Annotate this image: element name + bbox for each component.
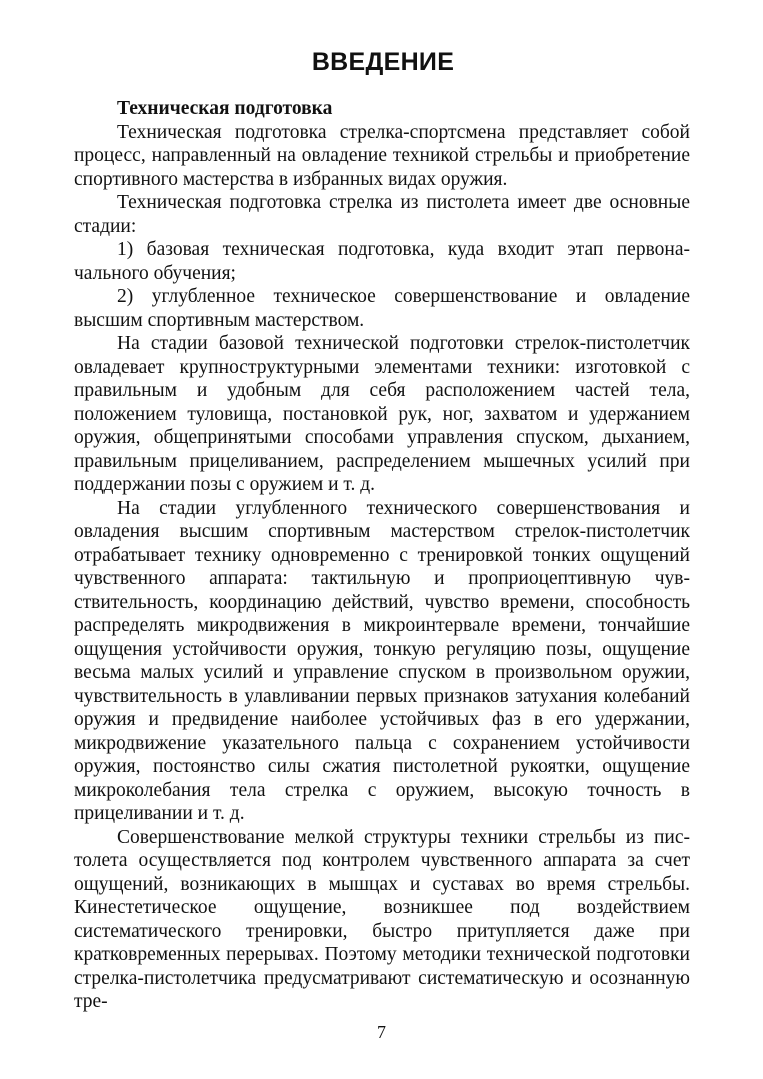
list-item-2: 2) углубленное техническое совершенствование и овладение высшим спортивным мастерством. [74,286,690,331]
body-text [74,97,690,1014]
paragraph-2: Техническая подготовка стрелка из пистолета имеет две основные стадии: [74,192,690,237]
paragraph-1: Техническая подготовка стрелка-спортсмена представляет собой процесс, направленный на овладение техникой стрельбы и приобретение спортивного мастерства в избранных видах оружия. [74,121,690,190]
paragraph-3: На стадии базовой технической подготовки стрелок-пистолетчик овладевает крупноструктурными элементами техники: изготовкой с правильным и удобным для себя расположением частей тела, положением туловища, постановкой рук, ног, захватом и удержанием оружия, общепринятыми способами управления спуском, дыханием, правильным прицеливанием, распределением мышечных усилий при поддержании позы с оружием и т. д. [74,333,690,495]
document-page [74,48,690,1014]
list-item-1: 1) базовая техническая подготовка, куда входит этап первоначального обучения; [74,239,690,284]
paragraph-4: На стадии углубленного технического совершенствования и овладения высшим спортивным мастерством стрелок-пистолетчик отрабатывает технику одновременно с тренировкой тонких ощущений чувственного аппарата: тактильную и проприоцептивную чувствительность, координацию действий, чувство времени, способность распределять микродвижения в микроинтервале времени, тончайшие ощущения устойчивости оружия, тонкую регуляцию позы, ощущение весьма малых усилий и управление спуском в произвольном оружии, чувствительность в улавливании первых признаков затухания колебаний оружия и предвидение наиболее устойчивых фаз в его удержании, микродвижение указательного пальца с сохранением устойчивости оружия, постоянство силы сжатия пистолетной рукоятки, ощущение микроколебания тела стрелка с оружием, высокую точность в прицеливании и т. д. [74,497,690,824]
page-number: 7 [377,1022,386,1042]
page-title: ВВЕДЕНИЕ [311,48,455,76]
paragraph-5: Совершенствование мелкой структуры техники стрельбы из пистолета осуществляется под контролем чувственного аппарата за счет ощущений, возникающих в мышцах и суставах во время стрельбы. Кинестетическое ощущение, возникшее под воздействием систематического тренировки, быстро притупляется даже при кратковременных перерывах. Поэтому методики технической подготовки стрелка-пистолетчика предусматривают систематическую и осознанную тре- [74,826,690,1012]
section-subheading: Техническая подготовка [117,98,333,119]
